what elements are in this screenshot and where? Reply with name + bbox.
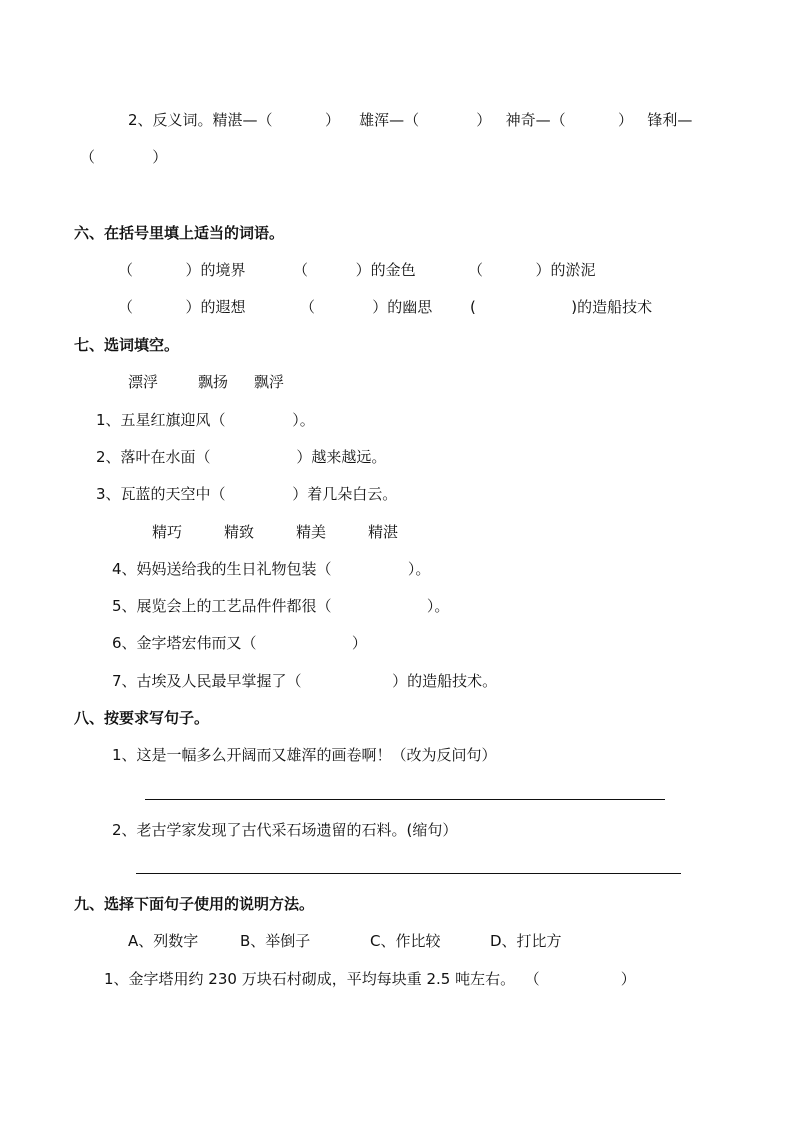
answer-line — [145, 799, 665, 800]
method-option: D、打比方 — [490, 932, 562, 950]
word-choice: 精巧 — [152, 523, 183, 541]
antonym-question-line-1: 2、反义词。精湛—（ ） 雄浑—（ ） 神奇—（ ） 锋利— — [128, 111, 693, 129]
question-item: 1、金字塔用约 230 万块石村砌成，平均每块重 2.5 吨左右。 （ ） — [104, 970, 636, 988]
word-choice: 精美 — [296, 523, 327, 541]
antonym-question-line-2: （ ） — [80, 148, 168, 166]
method-option: A、列数字 — [128, 932, 199, 950]
section-8-title: 八、按要求写句子。 — [74, 709, 210, 727]
answer-line — [136, 873, 681, 874]
question-item: 1、五星红旗迎风（ ）。 — [96, 411, 315, 429]
fill-blank-item: （ ）的淤泥 — [468, 261, 596, 279]
question-item: 4、妈妈送给我的生日礼物包装（ ）。 — [112, 560, 431, 578]
question-item: 5、展览会上的工艺品件件都很（ ）。 — [112, 597, 450, 615]
word-choice: 精致 — [224, 523, 255, 541]
question-item: 1、这是一幅多么开阔而又雄浑的画卷啊！（改为反问句） — [112, 746, 497, 764]
word-choice: 漂浮 — [128, 373, 159, 391]
fill-blank-item: （ ）的幽思 — [300, 298, 433, 316]
word-choice: 飘浮 — [254, 373, 285, 391]
method-option: B、举倒子 — [240, 932, 311, 950]
question-item: 2、落叶在水面（ ）越来越远。 — [96, 448, 387, 466]
question-item: 6、金字塔宏伟而又（ ） — [112, 634, 367, 652]
method-option: C、作比较 — [370, 932, 441, 950]
fill-blank-item: （ ）的金色 — [293, 261, 416, 279]
fill-blank-item: （ ）的遐想 — [118, 298, 246, 316]
word-choice: 精湛 — [368, 523, 399, 541]
fill-blank-item: ( )的造船技术 — [470, 298, 653, 316]
section-9-title: 九、选择下面句子使用的说明方法。 — [74, 895, 315, 913]
section-6-title: 六、在括号里填上适当的词语。 — [74, 224, 285, 242]
question-item: 7、古埃及人民最早掌握了（ ）的造船技术。 — [112, 672, 498, 690]
fill-blank-item: （ ）的境界 — [118, 261, 246, 279]
question-item: 2、老古学家发现了古代采石场遗留的石料。(缩句） — [112, 821, 458, 839]
section-7-title: 七、选词填空。 — [74, 336, 180, 354]
question-item: 3、瓦蓝的天空中（ ）着几朵白云。 — [96, 485, 398, 503]
word-choice: 飘扬 — [198, 373, 229, 391]
